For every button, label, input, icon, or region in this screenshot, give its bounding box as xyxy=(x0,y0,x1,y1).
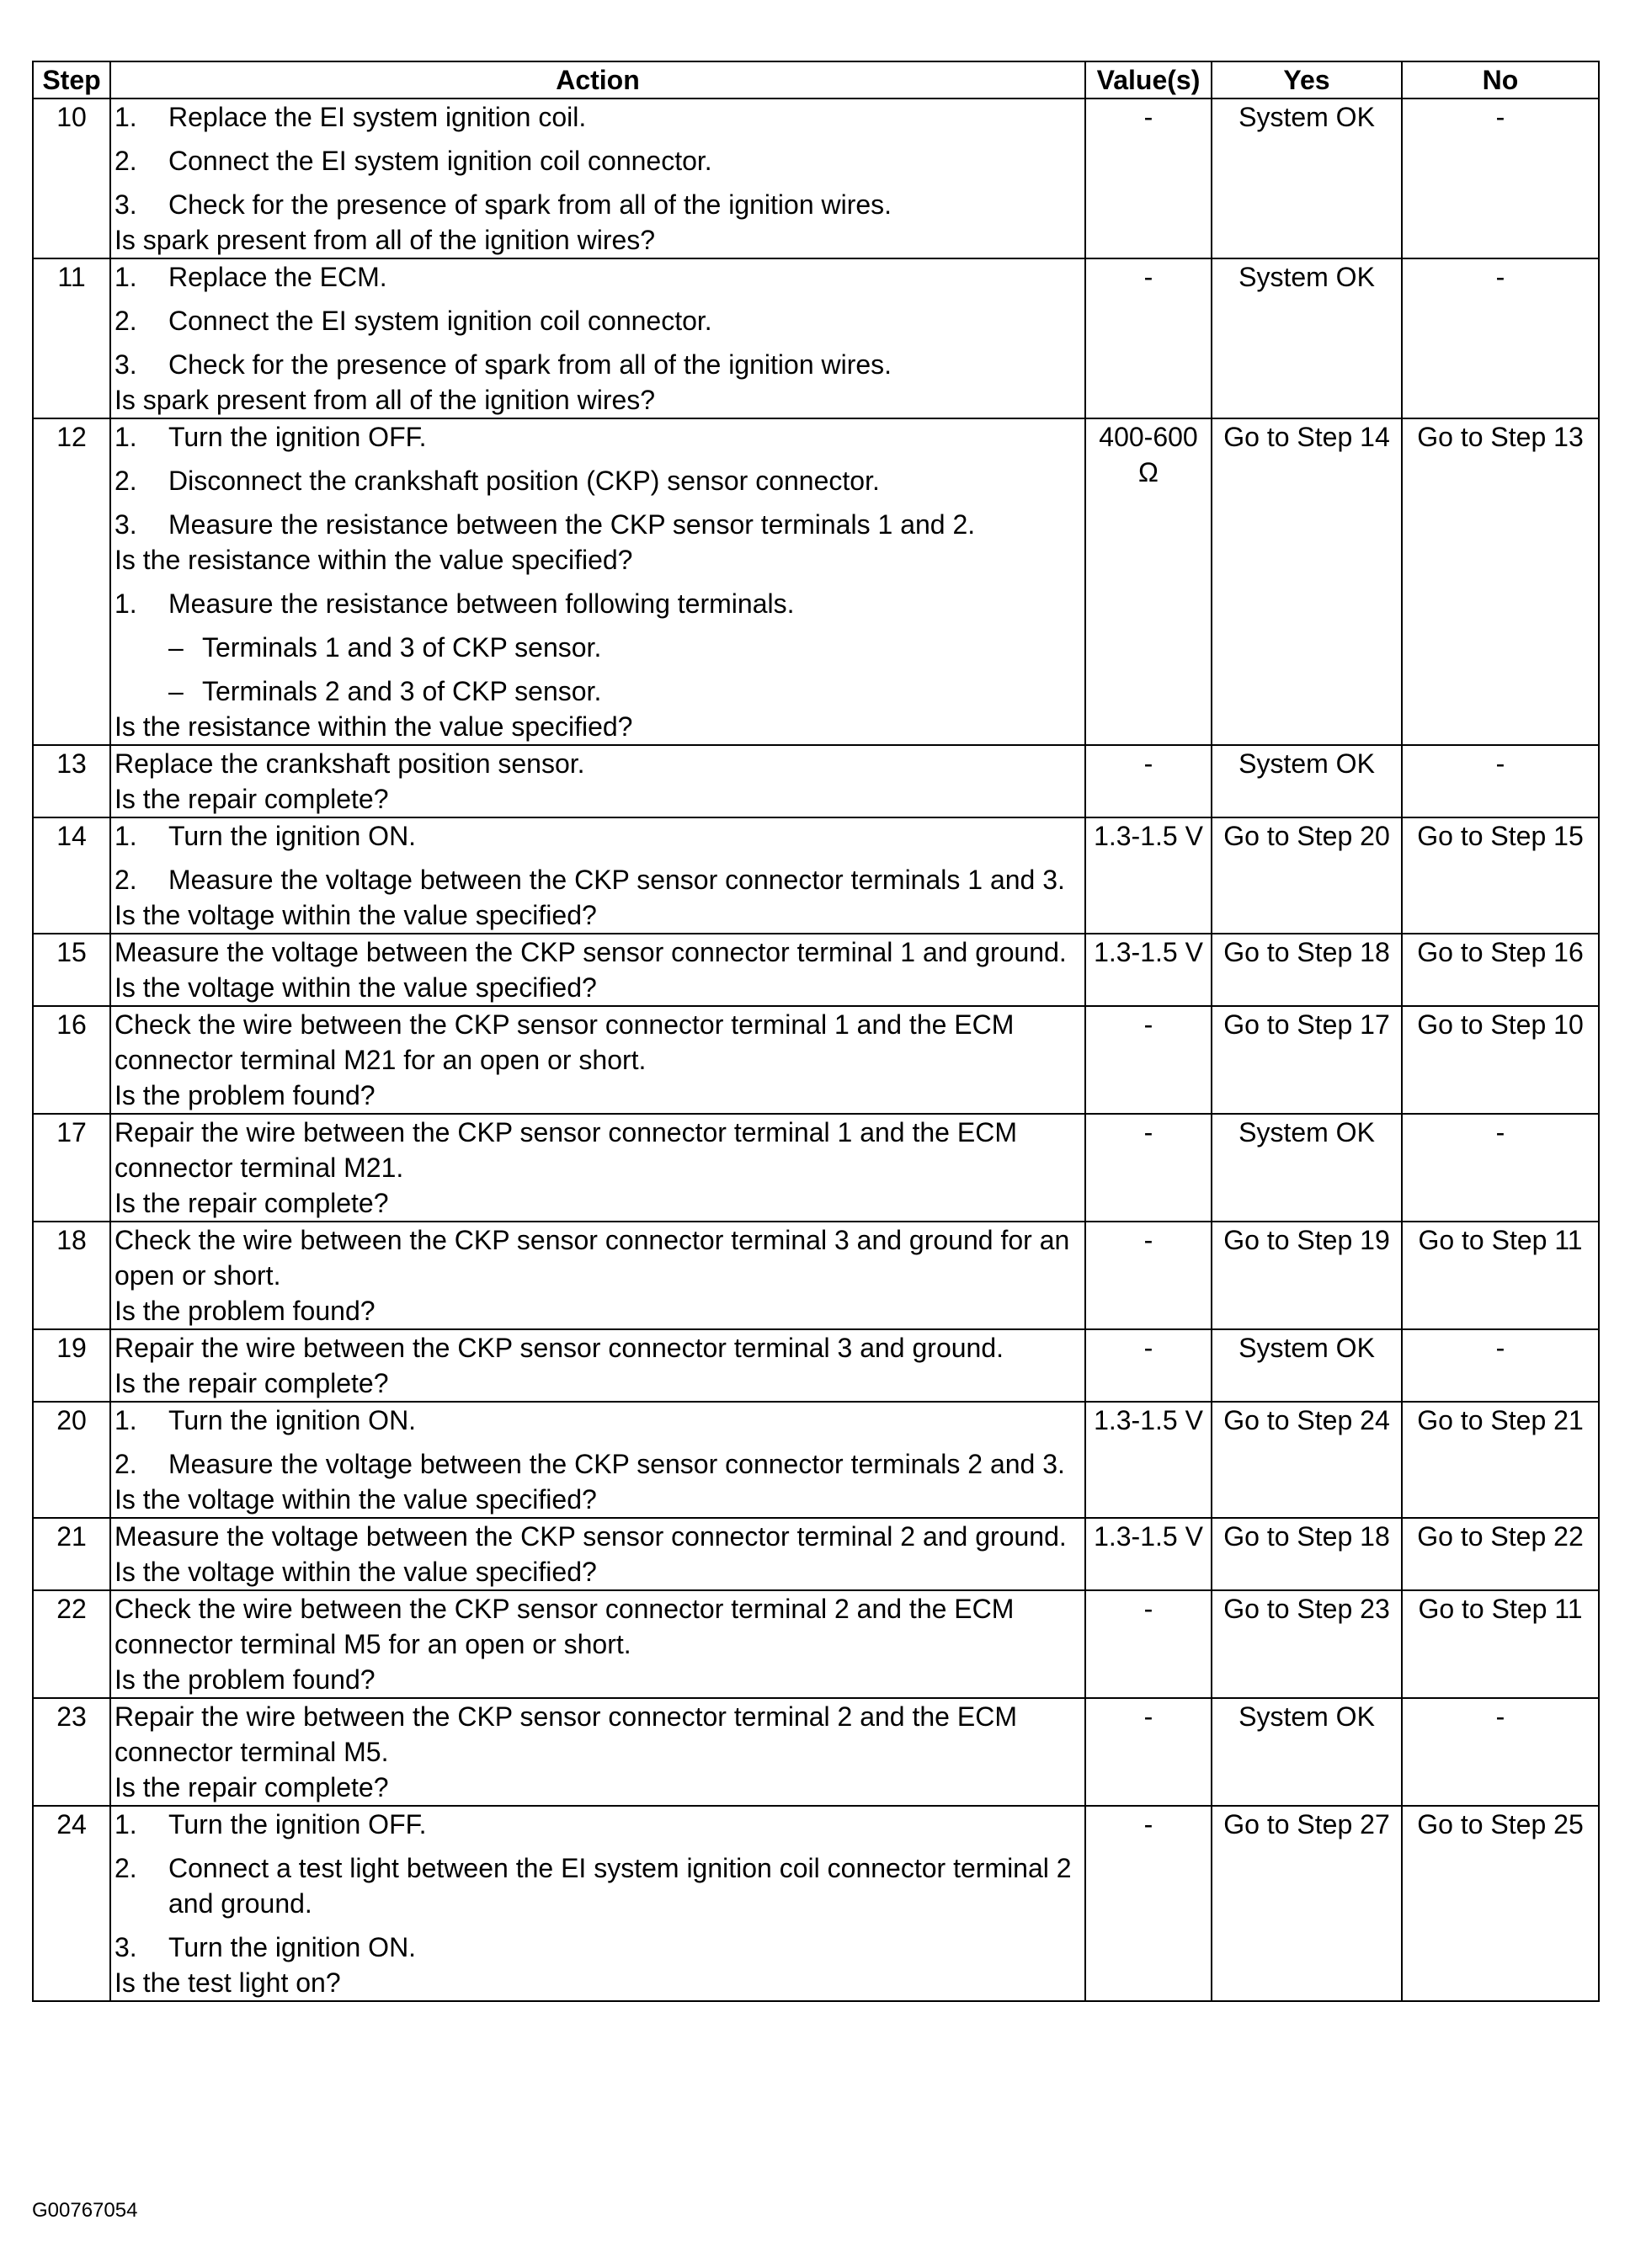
no-cell: Go to Step 21 xyxy=(1402,1402,1599,1518)
table-row xyxy=(33,1329,1599,1402)
yes-cell: Go to Step 27 xyxy=(1212,1806,1402,2001)
step-cell: 11 xyxy=(33,258,110,418)
line-text: Turn the ignition OFF. xyxy=(168,1809,427,1839)
action-text xyxy=(115,934,1081,970)
value-cell: - xyxy=(1085,1329,1212,1402)
action-cell xyxy=(110,1590,1085,1698)
action-step xyxy=(115,347,1081,382)
list-marker: 1. xyxy=(115,102,137,132)
list-marker: 1. xyxy=(115,262,137,292)
line-text: Disconnect the crankshaft position (CKP) sensor connector. xyxy=(168,466,880,496)
action-text xyxy=(115,1293,1081,1328)
table-row xyxy=(33,1222,1599,1329)
line-text: Connect the EI system ignition coil connector. xyxy=(168,146,712,176)
step-cell: 21 xyxy=(33,1518,110,1590)
line-text: Is the repair complete? xyxy=(115,784,389,814)
line-text: Is spark present from all of the ignition wires? xyxy=(115,225,656,255)
action-cell xyxy=(110,258,1085,418)
line-text: Check for the presence of spark from all of the ignition wires. xyxy=(168,189,892,220)
line-text: Turn the ignition ON. xyxy=(168,1405,417,1435)
line-text: Turn the ignition ON. xyxy=(168,1932,417,1962)
action-text xyxy=(115,1965,1081,2000)
yes-cell: Go to Step 18 xyxy=(1212,934,1402,1006)
action-text xyxy=(115,970,1081,1005)
line-text: Is spark present from all of the ignition wires? xyxy=(115,385,656,415)
action-cell xyxy=(110,745,1085,817)
table-row xyxy=(33,1006,1599,1114)
line-text: Is the problem found? xyxy=(115,1080,376,1110)
line-text: Check the wire between the CKP sensor connector terminal 2 and the ECM connector terminal M5 for an open or short. xyxy=(115,1594,1015,1659)
line-text: Is the problem found? xyxy=(115,1296,376,1326)
list-marker: 2. xyxy=(115,1449,137,1479)
line-text: Terminals 1 and 3 of CKP sensor. xyxy=(202,632,602,663)
value-cell: - xyxy=(1085,1590,1212,1698)
line-text: Is the repair complete? xyxy=(115,1368,389,1398)
action-step xyxy=(115,303,1081,338)
action-text xyxy=(115,1115,1081,1185)
header-values: Value(s) xyxy=(1085,61,1212,98)
yes-cell: System OK xyxy=(1212,745,1402,817)
step-cell: 19 xyxy=(33,1329,110,1402)
yes-cell: Go to Step 17 xyxy=(1212,1006,1402,1114)
yes-cell: Go to Step 14 xyxy=(1212,418,1402,745)
action-step xyxy=(115,586,1081,621)
no-cell: Go to Step 13 xyxy=(1402,418,1599,745)
list-marker: 1. xyxy=(115,588,137,619)
step-cell: 24 xyxy=(33,1806,110,2001)
action-text xyxy=(115,1770,1081,1805)
action-text xyxy=(115,382,1081,418)
value-cell: - xyxy=(1085,1114,1212,1222)
action-text xyxy=(115,1554,1081,1589)
no-cell: Go to Step 22 xyxy=(1402,1518,1599,1590)
value-cell: - xyxy=(1085,258,1212,418)
action-step xyxy=(115,1807,1081,1842)
header-yes: Yes xyxy=(1212,61,1402,98)
list-marker: 3. xyxy=(115,509,137,540)
value-cell: 1.3-1.5 V xyxy=(1085,1518,1212,1590)
value-cell: 1.3-1.5 V xyxy=(1085,1402,1212,1518)
no-cell: - xyxy=(1402,1329,1599,1402)
value-cell: - xyxy=(1085,1006,1212,1114)
line-text: Is the repair complete? xyxy=(115,1772,389,1802)
action-text xyxy=(115,746,1081,781)
list-marker: 3. xyxy=(115,349,137,380)
value-cell: - xyxy=(1085,745,1212,817)
action-text xyxy=(115,222,1081,258)
line-text: Is the test light on? xyxy=(115,1967,341,1998)
action-step xyxy=(115,99,1081,135)
line-text: Measure the voltage between the CKP sensor connector terminal 2 and ground. xyxy=(115,1521,1067,1552)
no-cell: Go to Step 11 xyxy=(1402,1222,1599,1329)
action-step xyxy=(115,673,1081,709)
no-cell: Go to Step 15 xyxy=(1402,817,1599,934)
action-text xyxy=(115,1519,1081,1554)
action-step xyxy=(115,1446,1081,1482)
action-cell xyxy=(110,1518,1085,1590)
action-cell xyxy=(110,418,1085,745)
yes-cell: Go to Step 20 xyxy=(1212,817,1402,934)
action-step xyxy=(115,143,1081,178)
list-marker: 2. xyxy=(115,466,137,496)
yes-cell: System OK xyxy=(1212,1329,1402,1402)
step-cell: 17 xyxy=(33,1114,110,1222)
step-cell: 18 xyxy=(33,1222,110,1329)
action-step xyxy=(115,1403,1081,1438)
line-text: Replace the crankshaft position sensor. xyxy=(115,748,585,779)
list-marker: 3. xyxy=(115,189,137,220)
header-step: Step xyxy=(33,61,110,98)
table-row xyxy=(33,418,1599,745)
line-text: Is the voltage within the value specified? xyxy=(115,972,597,1003)
table-row xyxy=(33,98,1599,258)
action-text xyxy=(115,1222,1081,1293)
no-cell: Go to Step 16 xyxy=(1402,934,1599,1006)
action-step xyxy=(115,463,1081,498)
action-text xyxy=(115,709,1081,744)
table-row xyxy=(33,817,1599,934)
value-cell: 400-600 Ω xyxy=(1085,418,1212,745)
line-text: Is the resistance within the value specified? xyxy=(115,711,633,742)
action-text xyxy=(115,1330,1081,1366)
header-no: No xyxy=(1402,61,1599,98)
step-cell: 22 xyxy=(33,1590,110,1698)
line-text: Check the wire between the CKP sensor connector terminal 1 and the ECM connector terminal M21 for an open or short. xyxy=(115,1009,1015,1075)
table-row xyxy=(33,1518,1599,1590)
header-action: Action xyxy=(110,61,1085,98)
no-cell: Go to Step 10 xyxy=(1402,1006,1599,1114)
no-cell: - xyxy=(1402,745,1599,817)
table-row xyxy=(33,745,1599,817)
line-text: Is the repair complete? xyxy=(115,1188,389,1218)
action-cell xyxy=(110,1402,1085,1518)
list-marker: 2. xyxy=(115,865,137,895)
action-cell xyxy=(110,1806,1085,2001)
line-text: Measure the resistance between the CKP sensor terminals 1 and 2. xyxy=(168,509,976,540)
action-cell xyxy=(110,1114,1085,1222)
action-cell xyxy=(110,934,1085,1006)
list-marker: 3. xyxy=(115,1932,137,1962)
action-text xyxy=(115,1699,1081,1770)
no-cell: Go to Step 11 xyxy=(1402,1590,1599,1698)
action-step xyxy=(115,419,1081,455)
step-cell: 15 xyxy=(33,934,110,1006)
list-marker: 1. xyxy=(115,1405,137,1435)
action-step xyxy=(115,862,1081,897)
line-text: Is the voltage within the value specified? xyxy=(115,1557,597,1587)
action-text xyxy=(115,1078,1081,1113)
table-row xyxy=(33,1590,1599,1698)
table-row xyxy=(33,934,1599,1006)
yes-cell: Go to Step 18 xyxy=(1212,1518,1402,1590)
value-cell: - xyxy=(1085,1806,1212,2001)
action-text xyxy=(115,1185,1081,1221)
value-cell: 1.3-1.5 V xyxy=(1085,817,1212,934)
list-marker: – xyxy=(168,676,184,706)
no-cell: - xyxy=(1402,1698,1599,1806)
value-cell: 1.3-1.5 V xyxy=(1085,934,1212,1006)
action-cell xyxy=(110,1329,1085,1402)
line-text: Measure the voltage between the CKP sensor connector terminal 1 and ground. xyxy=(115,937,1067,967)
table-body xyxy=(33,98,1599,2001)
table-row xyxy=(33,1402,1599,1518)
action-step xyxy=(115,507,1081,542)
value-cell: - xyxy=(1085,98,1212,258)
value-cell: - xyxy=(1085,1222,1212,1329)
line-text: Measure the resistance between following terminals. xyxy=(168,588,795,619)
yes-cell: Go to Step 24 xyxy=(1212,1402,1402,1518)
yes-cell: System OK xyxy=(1212,1698,1402,1806)
line-text: Check for the presence of spark from all of the ignition wires. xyxy=(168,349,892,380)
no-cell: - xyxy=(1402,258,1599,418)
action-step xyxy=(115,187,1081,222)
yes-cell: Go to Step 19 xyxy=(1212,1222,1402,1329)
action-text xyxy=(115,1482,1081,1517)
yes-cell: System OK xyxy=(1212,1114,1402,1222)
action-cell xyxy=(110,817,1085,934)
table-row xyxy=(33,1698,1599,1806)
step-cell: 14 xyxy=(33,817,110,934)
no-cell: - xyxy=(1402,1114,1599,1222)
action-cell xyxy=(110,1222,1085,1329)
no-cell: - xyxy=(1402,98,1599,258)
list-marker: 2. xyxy=(115,1853,137,1883)
action-text xyxy=(115,897,1081,933)
action-cell xyxy=(110,1698,1085,1806)
step-cell: 10 xyxy=(33,98,110,258)
action-text xyxy=(115,542,1081,578)
line-text: Measure the voltage between the CKP sensor connector terminals 1 and 3. xyxy=(168,865,1065,895)
line-text: Connect a test light between the EI system ignition coil connector terminal 2 and ground. xyxy=(168,1853,1072,1919)
action-text xyxy=(115,1366,1081,1401)
yes-cell: System OK xyxy=(1212,258,1402,418)
line-text: Replace the EI system ignition coil. xyxy=(168,102,587,132)
list-marker: 2. xyxy=(115,306,137,336)
step-cell: 13 xyxy=(33,745,110,817)
table-row xyxy=(33,1806,1599,2001)
list-marker: 2. xyxy=(115,146,137,176)
step-cell: 16 xyxy=(33,1006,110,1114)
table-row xyxy=(33,258,1599,418)
line-text: Turn the ignition ON. xyxy=(168,821,417,851)
action-step xyxy=(115,259,1081,295)
line-text: Repair the wire between the CKP sensor connector terminal 3 and ground. xyxy=(115,1333,1004,1363)
list-marker: 1. xyxy=(115,821,137,851)
list-marker: – xyxy=(168,632,184,663)
table-row xyxy=(33,1114,1599,1222)
line-text: Check the wire between the CKP sensor connector terminal 3 and ground for an open or short. xyxy=(115,1225,1070,1291)
line-text: Measure the voltage between the CKP sensor connector terminals 2 and 3. xyxy=(168,1449,1065,1479)
action-text xyxy=(115,1591,1081,1662)
action-text xyxy=(115,1007,1081,1078)
line-text: Is the problem found? xyxy=(115,1664,376,1695)
list-marker: 1. xyxy=(115,422,137,452)
action-cell xyxy=(110,98,1085,258)
action-step xyxy=(115,818,1081,854)
no-cell: Go to Step 25 xyxy=(1402,1806,1599,2001)
line-text: Turn the ignition OFF. xyxy=(168,422,427,452)
line-text: Is the voltage within the value specified? xyxy=(115,1484,597,1515)
line-text: Replace the ECM. xyxy=(168,262,387,292)
line-text: Is the voltage within the value specified? xyxy=(115,900,597,930)
header-row xyxy=(33,61,1599,98)
value-cell: - xyxy=(1085,1698,1212,1806)
list-marker: 1. xyxy=(115,1809,137,1839)
line-text: Repair the wire between the CKP sensor connector terminal 1 and the ECM connector terminal M21. xyxy=(115,1117,1017,1183)
step-cell: 20 xyxy=(33,1402,110,1518)
action-text xyxy=(115,781,1081,817)
action-text xyxy=(115,1662,1081,1697)
yes-cell: Go to Step 23 xyxy=(1212,1590,1402,1698)
action-step xyxy=(115,1930,1081,1965)
action-cell xyxy=(110,1006,1085,1114)
line-text: Repair the wire between the CKP sensor connector terminal 2 and the ECM connector terminal M5. xyxy=(115,1701,1017,1767)
diagram-id: G00767054 xyxy=(32,2199,138,2222)
diagnostic-table xyxy=(32,61,1600,2002)
action-step xyxy=(115,1850,1081,1921)
action-step xyxy=(115,630,1081,665)
line-text: Connect the EI system ignition coil connector. xyxy=(168,306,712,336)
step-cell: 12 xyxy=(33,418,110,745)
yes-cell: System OK xyxy=(1212,98,1402,258)
line-text: Is the resistance within the value specified? xyxy=(115,545,633,575)
step-cell: 23 xyxy=(33,1698,110,1806)
line-text: Terminals 2 and 3 of CKP sensor. xyxy=(202,676,602,706)
